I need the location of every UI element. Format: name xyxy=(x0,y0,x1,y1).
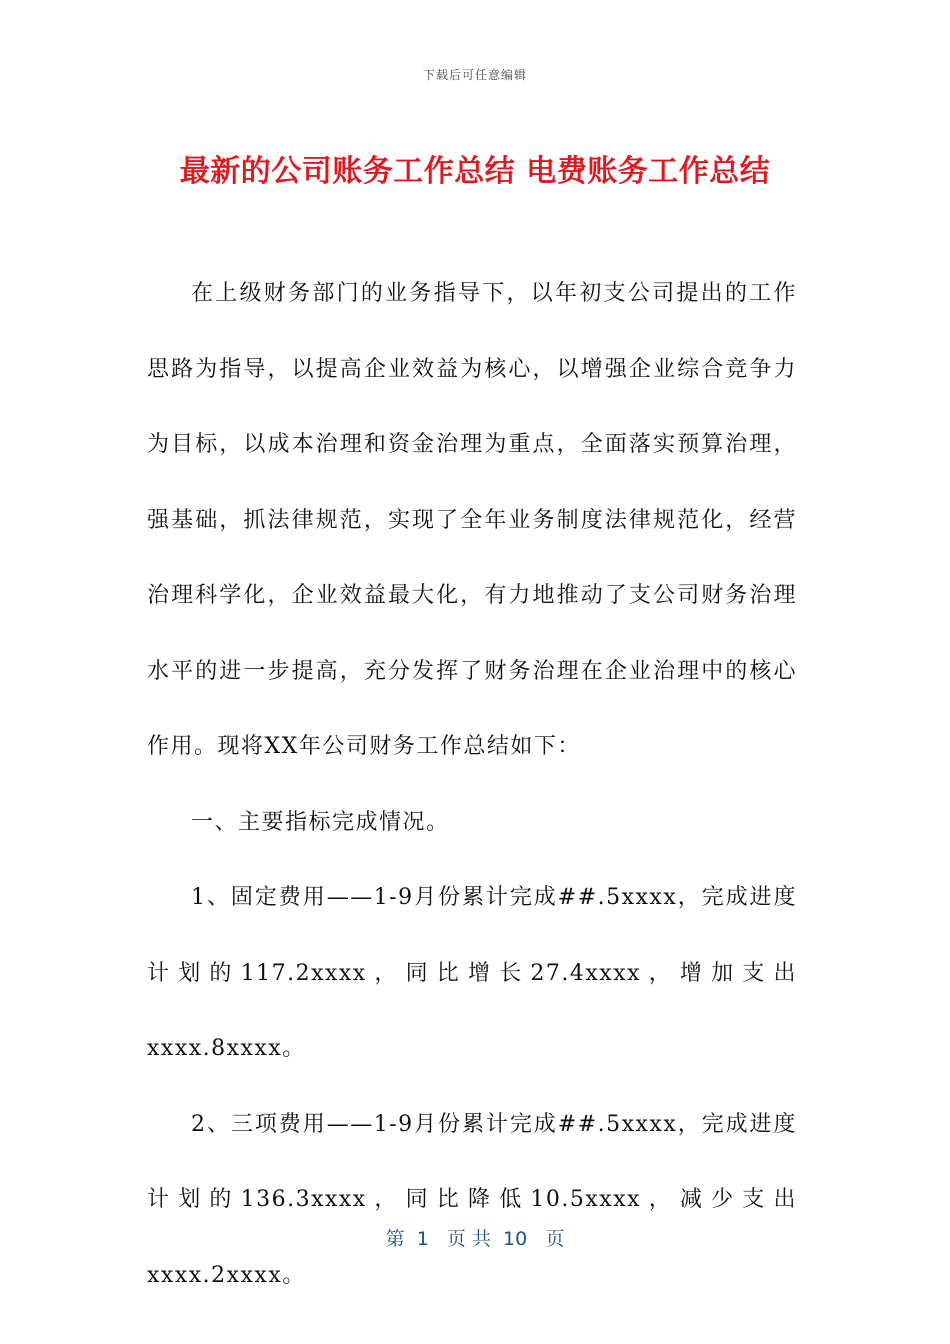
document-body xyxy=(147,256,797,1313)
paragraph-three-costs: 2、三项费用——1-9月份累计完成##.5xxxx，完成进度计划的136.3xxxx，同比降低10.5xxxx，减少支出xxxx.2xxxx。 xyxy=(147,1111,797,1288)
paragraph-intro: 在上级财务部门的业务指导下，以年初支公司提出的工作思路为指导，以提高企业效益为核心，以增强企业综合竞争力为目标，以成本治理和资金治理为重点，全面落实预算治理，强基础，抓法律规范，实现了全年业务制度法律规范化，经营治理科学化，企业效益最大化，有力地推动了支公司财务治理水平的进一步提高，充分发挥了财务治理在企业治理中的核心作用。现将XX年公司财务工作总结如下： xyxy=(147,281,797,759)
paragraph-section-heading: 一、主要指标完成情况。 xyxy=(191,809,450,835)
document-title: 最新的公司账务工作总结 电费账务工作总结 xyxy=(179,154,771,189)
page-footer: 第 1 页 共 10 页 xyxy=(385,1228,565,1250)
header-note: 下载后可任意编辑 xyxy=(422,68,527,82)
paragraph-fixed-costs: 1、固定费用——1-9月份累计完成##.5xxxx，完成进度计划的117.2xxxx，同比增长27.4xxxx，增加支出xxxx.8xxxx。 xyxy=(147,885,797,1061)
